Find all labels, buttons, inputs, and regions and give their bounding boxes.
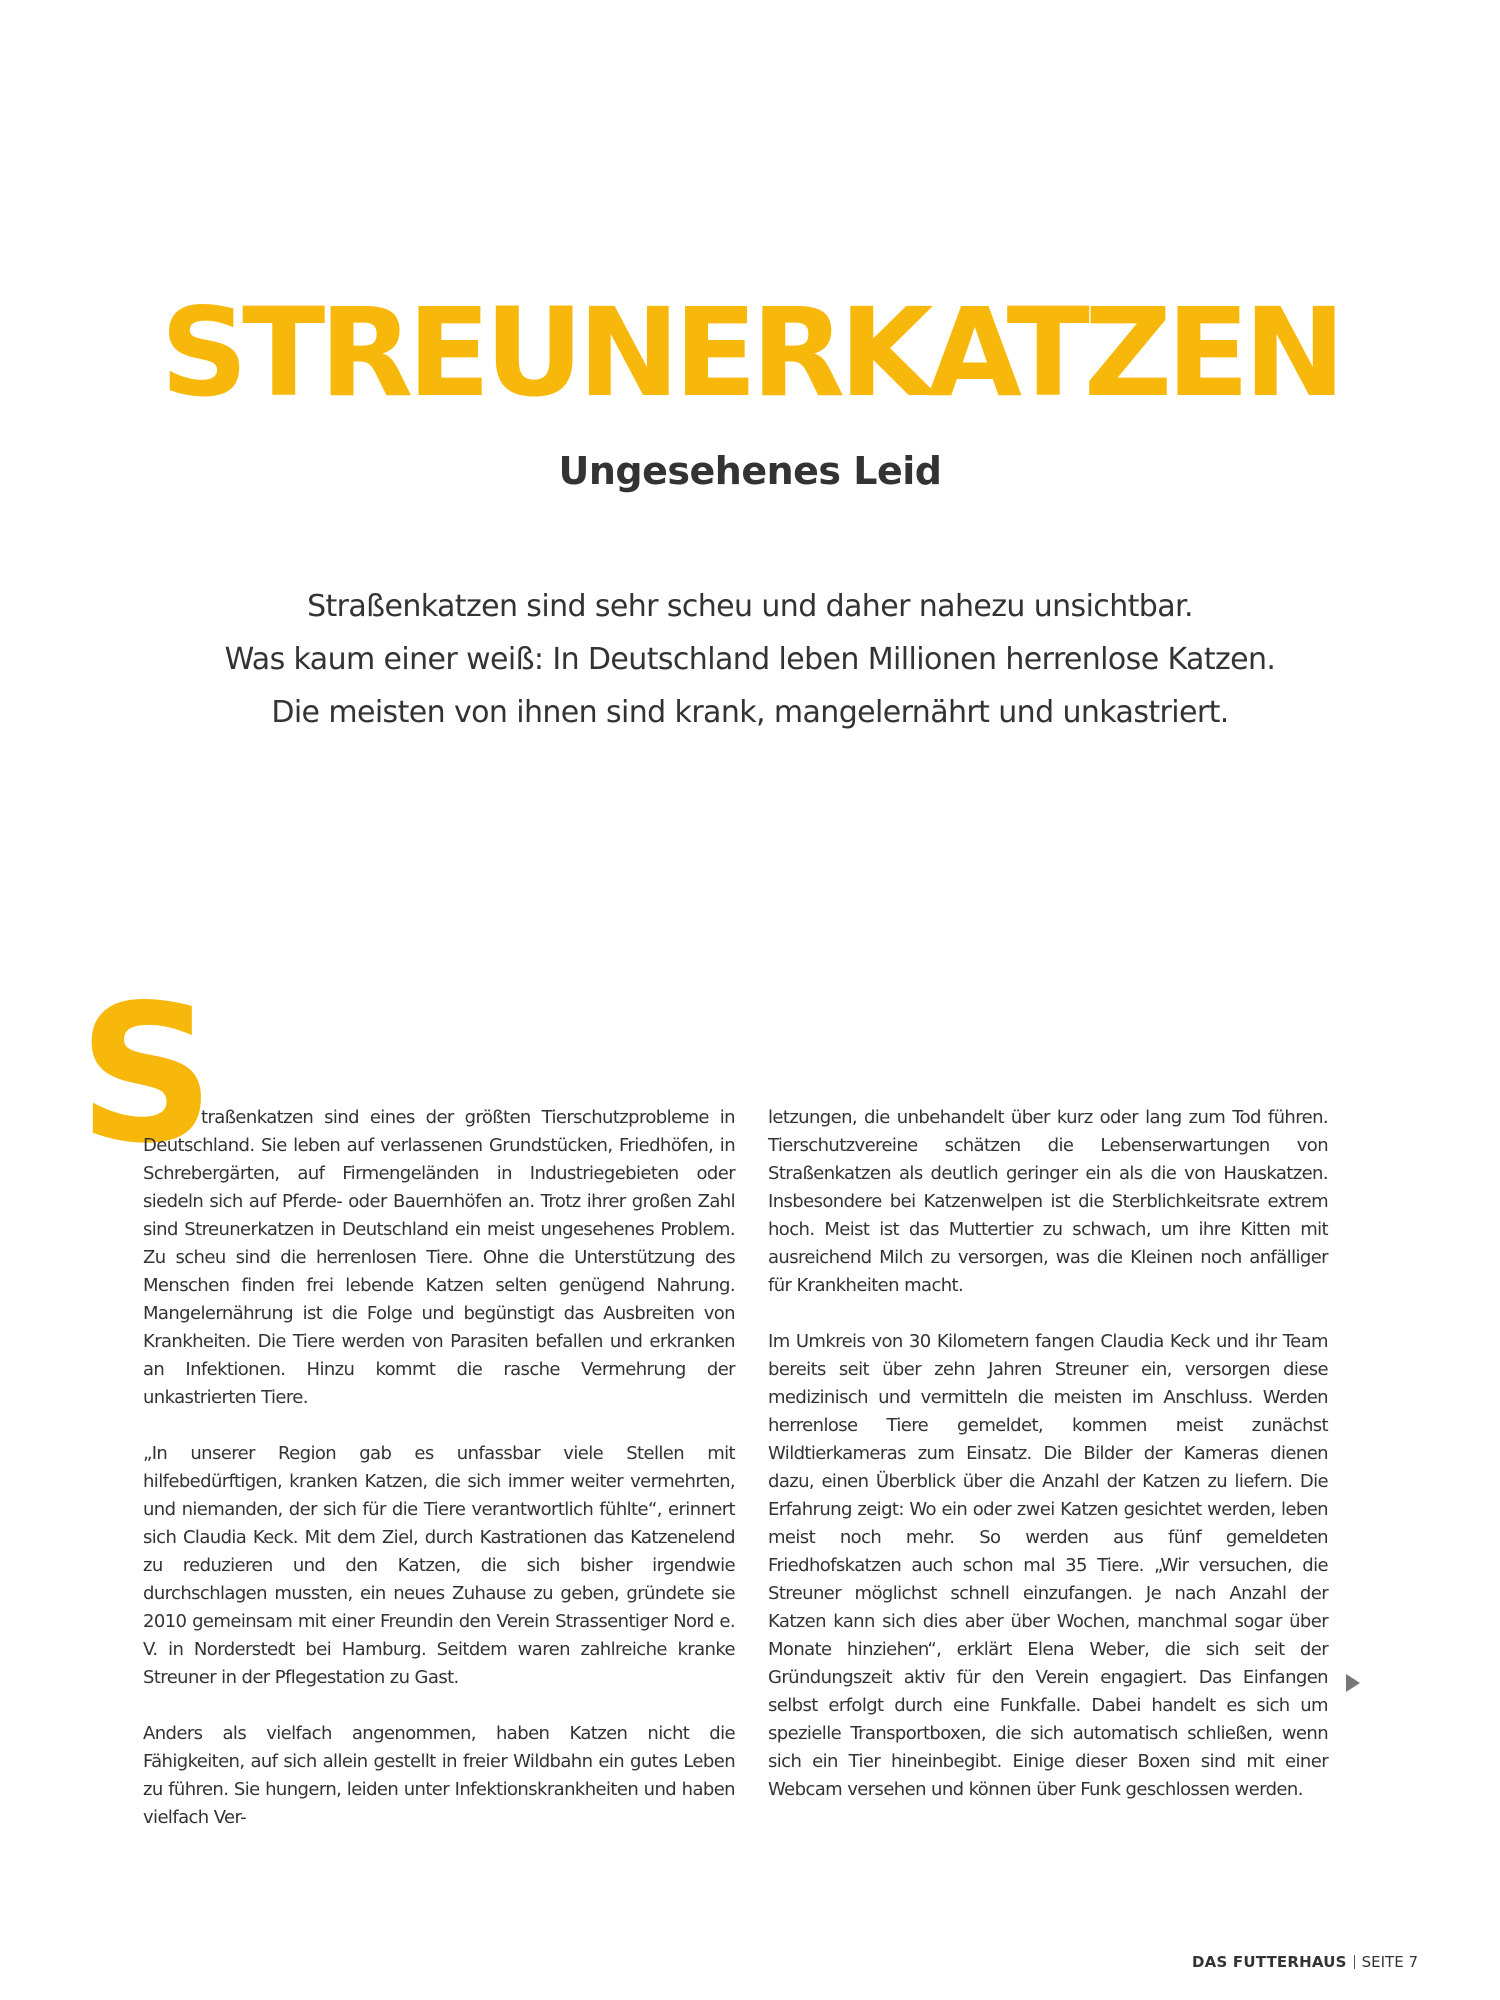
article-paragraph: Anders als vielfach angenommen, haben Katzen nicht die Fähigkeiten, auf sich allein gestellt in freier Wildbahn ein gutes Leben zu führen. Sie hungern, leiden unter Infektionskrankheiten und haben vielfach Ver- [143,1723,735,1828]
article-paragraph: letzungen, die unbehandelt über kurz oder lang zum Tod führen. Tierschutzvereine schätzen die Lebenserwartungen von Straßenkatzen als deutlich geringer ein als die von Hauskatzen. Insbesondere bei Katzenwelpen ist die Sterblichkeitsrate extrem hoch. Meist ist das Muttertier zu schwach, um ihre Kitten mit ausreichend Milch zu versorgen, was die Kleinen noch anfälliger für Krankheiten macht. [768,1107,1328,1296]
article-paragraph-text: traßenkatzen sind eines der größten Tierschutzprobleme in Deutschland. Sie leben auf verlassenen Grundstücken, Friedhöfen, in Schrebergärten, auf Firmengeländen in Industriegebieten oder siedeln sich auf Pferde- oder Bauernhöfen an. Trotz ihrer großen Zahl sind Streunerkatzen in Deutschland ein meist ungesehenes Problem. Zu scheu sind die herrenlosen Tiere. Ohne die Unterstützung des Menschen finden frei lebende Katzen selten genügend Nahrung. Mangelernährung ist die Folge und begünstigt das Ausbreiten von Krankheiten. Die Tiere werden von Parasiten befallen und erkranken an Infektionen. Hinzu kommt die rasche Vermehrung der unkastrierten Tiere. [143,1107,735,1408]
article-paragraph: Im Umkreis von 30 Kilometern fangen Claudia Keck und ihr Team bereits seit über zehn Jahren Streuner ein, versorgen diese medizinisch und vermitteln die meisten im Anschluss. Werden herrenlose Tiere gemeldet, kommen meist zunächst Wildtierkameras zum Einsatz. Die Bilder der Kameras dienen dazu, einen Überblick über die Anzahl der Katzen zu liefern. Die Erfahrung zeigt: Wo ein oder zwei Katzen gesichtet werden, leben meist noch mehr. So werden aus fünf gemeldeten Friedhofskatzen auch schon mal 35 Tiere. „Wir versuchen, die Streuner möglichst schnell einzufangen. Je nach Anzahl der Katzen kann sich dies aber über Wochen, manchmal sogar über Monate hinziehen“, erklärt Elena Weber, die sich seit der Gründungszeit aktiv für den Verein engagiert. Das Einfangen selbst erfolgt durch eine Funkfalle. Dabei handelt es sich um spezielle Transportboxen, die sich automatisch schließen, wenn sich ein Tier hineinbegibt. Einige dieser Boxen sind mit einer Webcam versehen und können über Funk geschlossen werden. [768,1331,1328,1800]
article-paragraph: „In unserer Region gab es unfassbar viele Stellen mit hilfebedürftigen, kranken Katzen, die sich immer weiter vermehrten, und niemanden, der sich für die Tiere verantwortlich fühlte“, erinnert sich Claudia Keck. Mit dem Ziel, durch Kastrationen das Katzenelend zu reduzieren und den Katzen, die sich bisher irgendwie durchschlagen mussten, ein neues Zuhause zu geben, gründete sie 2010 gemeinsam mit einer Freundin den Verein Strassentiger Nord e. V. in Norderstedt bei Hamburg. Seitdem waren zahlreiche kranke Streuner in der Pflegestation zu Gast. [143,1443,735,1688]
article-paragraph [143,1104,735,1412]
article-right-column [768,1104,1328,1832]
article-left-column [143,1104,735,1860]
page-subtitle: Ungesehenes Leid [558,449,942,493]
page-number: SEITE 7 [1361,1953,1418,1971]
intro-line: Straßenkatzen sind sehr scheu und daher nahezu unsichtbar. [307,589,1193,624]
intro-line: Die meisten von ihnen sind krank, mangelernährt und unkastriert. [271,695,1229,730]
page-title: STREUNERKATZEN [160,282,1340,424]
intro-text [0,580,1500,739]
footer-divider [1354,1955,1355,1969]
intro-line: Was kaum einer weiß: In Deutschland leben Millionen herrenlose Katzen. [224,642,1276,677]
footer-brand: DAS FUTTERHAUS [1192,1953,1347,1971]
continue-arrow-icon [1346,1674,1360,1692]
page-footer [1192,1952,1418,1972]
drop-cap: S [78,964,211,1185]
